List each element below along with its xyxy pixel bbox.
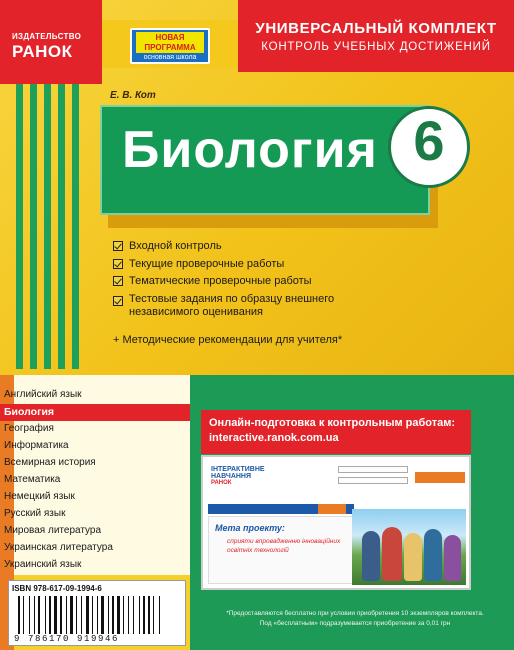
badge-line1: НОВАЯ [136,32,204,43]
green-stripe [72,84,79,369]
barcode-bar [23,596,24,634]
mission-text [227,537,340,555]
barcode-bar [112,596,114,634]
barcode-bar [54,596,57,634]
barcode-bar [34,596,35,634]
barcode-bar [92,596,93,634]
subject-item: Английский язык [4,389,82,400]
online-prep-url: interactive.ranok.com.ua [209,432,339,444]
barcode-bar [38,596,40,634]
grade-number: 6 [413,109,445,172]
barcode-bar [70,596,73,634]
footnote-line: Под «бесплатным» подразумевается приобретение за 0,01 грн [259,620,451,627]
site-logo-text: ІНТЕРАКТИВНЕ НАВЧАННЯ [211,466,265,480]
teacher-guidelines-note: + Методические рекомендации для учителя* [113,334,343,346]
subject-item: Украинский язык [4,559,82,570]
barcode-bar [83,596,85,634]
subject-item: Информатика [4,440,69,451]
barcode-bar [36,596,37,634]
barcode-bar [49,596,51,634]
barcode-bar [31,596,33,634]
barcode-bar [101,596,104,634]
green-stripe [58,84,65,369]
barcode-number: 9 786170 919946 [14,634,120,644]
checkbox-icon [113,259,123,269]
barcode-bar [45,596,46,634]
barcode-bar [99,596,100,634]
mission-line: сприяти впровадженню інноваційних [227,538,341,545]
badge-line3: основная школа [143,54,197,61]
barcode-bar [108,596,109,634]
checklist-item-label: Текущие проверочные работы [129,257,285,270]
footnote-line: *Предоставляются бесплатно при условии приобретения 10 экземпляров комплекта. [226,610,484,617]
barcode-bar [117,596,120,634]
barcode-bar [121,596,122,634]
student-figure [444,535,461,581]
green-stripe [30,84,37,369]
barcode-bar [63,596,65,634]
barcode-bar [74,596,75,634]
site-nav-active-tab [318,504,346,514]
isbn-text: ISBN 978-617-09-1994-6 [12,584,102,593]
barcode-bar [155,596,158,634]
checklist-item-label: Тестовые задания по образцу внешнего [129,292,335,305]
series-subtitle: КОНТРОЛЬ УЧЕБНЫХ ДОСТИЖЕНИЙ [261,41,491,53]
barcode-bar [58,596,59,634]
barcode-bar [143,596,145,634]
checklist-item-label: Входной контроль [129,240,222,252]
barcode-bar [130,596,132,634]
barcode-bar [18,596,20,634]
mission-line: освітніх технологій [227,547,289,554]
site-register-button [415,472,465,483]
checkbox-icon [113,241,123,251]
green-stripe [16,84,23,369]
subject-item-active: Биология [0,404,190,421]
barcode [18,596,178,634]
footnote [210,609,500,629]
site-logo [211,466,271,484]
barcode-bar [66,596,67,634]
subject-item: Всемирная история [4,457,96,468]
barcode-bar [128,596,129,634]
barcode-bar [78,596,80,634]
barcode-bar [151,596,152,634]
barcode-bar [161,596,163,634]
site-login-fields [338,466,408,494]
barcode-bar [146,596,147,634]
barcode-bar [125,596,127,634]
barcode-bar [52,596,53,634]
student-figure [404,533,422,581]
series-title: УНИВЕРСАЛЬНЫЙ КОМПЛЕКТ [255,20,497,37]
barcode-bar [159,596,160,634]
barcode-bar [94,596,96,634]
checklist-item [113,238,334,256]
new-program-badge [130,28,210,64]
online-prep-banner [201,410,471,454]
mission-title: Мета проекту: [215,523,285,533]
barcode-bar [76,596,77,634]
subject-item: Математика [4,474,61,485]
checklist-item-label-cont: независимого оценивания [129,305,264,318]
online-prep-text: Онлайн-подготовка к контрольным работам: [209,417,456,429]
barcode-bar [97,596,98,634]
student-figure [362,531,380,581]
student-figure [424,529,442,581]
barcode-bar [25,596,28,634]
barcode-bar [90,596,91,634]
checklist-item-label: Тематические проверочные работы [129,275,312,287]
barcode-bar [29,596,30,634]
site-logo-sub: РАНОК [211,480,232,486]
subject-item: География [4,423,54,434]
badge-line2: ПРОГРАММА [136,43,204,53]
barcode-bar [21,596,22,634]
subject-item: Русский язык [4,508,66,519]
barcode-bar [139,596,140,634]
barcode-bar [133,596,134,634]
green-stripe [44,84,51,369]
barcode-bar [153,596,154,634]
barcode-bar [41,596,44,634]
series-banner [238,0,514,72]
barcode-bar [60,596,62,634]
barcode-bar [86,596,89,634]
barcode-bar [123,596,124,634]
barcode-bar [141,596,142,634]
subject-item: Украинская литература [4,542,113,553]
subject-item: Мировая литература [4,525,102,536]
barcode-bar [148,596,150,634]
checkbox-icon [113,276,123,286]
publisher-label-big: РАНОК [12,42,73,61]
publisher-logo [0,0,102,84]
barcode-bar [105,596,107,634]
subject-item: Немецкий язык [4,491,75,502]
barcode-bar [110,596,111,634]
author-name: Е. В. Кот [110,90,156,101]
checkbox-icon [113,296,123,306]
contents-checklist [113,238,334,319]
site-mission-card [208,516,354,584]
barcode-bar [47,596,48,634]
student-figure [382,527,402,581]
barcode-bar [135,596,138,634]
barcode-bar [68,596,69,634]
publisher-label-small: ИЗДАТЕЛЬСТВО [12,32,82,41]
checklist-item [113,273,334,291]
barcode-bar [115,596,116,634]
book-title: Биология [122,121,378,179]
checklist-item [113,256,334,274]
students-photo [352,509,466,585]
checklist-item [113,293,334,319]
barcode-bar [81,596,82,634]
